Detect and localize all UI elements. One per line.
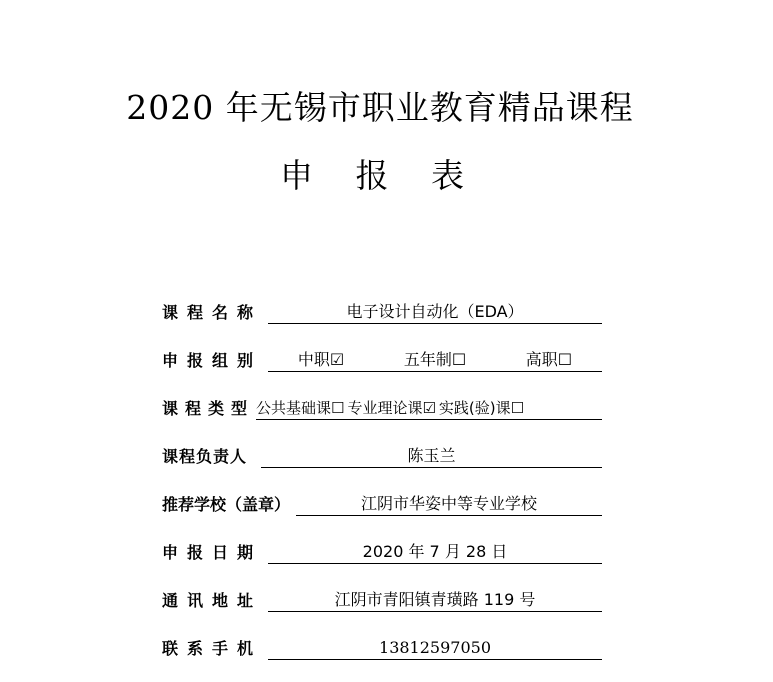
course-name-label: 课程名称	[162, 303, 263, 322]
group-option-wunianzhi: 五年制☐	[403, 350, 467, 369]
type-option-practice: 实践(验)课☐	[438, 399, 525, 417]
document-subtitle: 申 报 表	[280, 156, 480, 195]
date-label: 申报日期	[162, 543, 263, 562]
field-date	[162, 538, 602, 564]
phone-label: 联系手机	[162, 639, 263, 658]
course-type-options	[256, 397, 602, 420]
date-value: 2020 年 7 月 28 日	[268, 541, 602, 564]
type-option-theory: 专业理论课☑	[347, 399, 436, 417]
field-course-type	[162, 394, 602, 420]
group-option-zhongzhi: 中职☑	[297, 350, 345, 369]
type-option-public: 公共基础课☐	[256, 399, 345, 417]
field-phone	[162, 634, 602, 660]
group-option-gaozhi: 高职☐	[525, 350, 573, 369]
field-group	[162, 346, 602, 372]
course-name-value: 电子设计自动化（EDA）	[268, 301, 602, 324]
owner-label: 课程负责人	[162, 447, 248, 466]
owner-value: 陈玉兰	[261, 445, 602, 468]
document-title: 2020 年无锡市职业教育精品课程	[126, 88, 634, 127]
field-school	[162, 490, 602, 516]
group-options	[268, 349, 602, 372]
phone-value: 13812597050	[268, 637, 602, 660]
course-type-label: 课程类型	[162, 399, 255, 418]
school-value: 江阴市华姿中等专业学校	[296, 493, 602, 516]
field-address	[162, 586, 602, 612]
group-label: 申报组别	[162, 351, 263, 370]
field-owner	[162, 442, 602, 468]
field-course-name	[162, 298, 602, 324]
address-label: 通讯地址	[162, 591, 263, 610]
address-value: 江阴市青阳镇青璜路 119 号	[268, 589, 602, 612]
school-label: 推荐学校（盖章）	[162, 495, 291, 514]
